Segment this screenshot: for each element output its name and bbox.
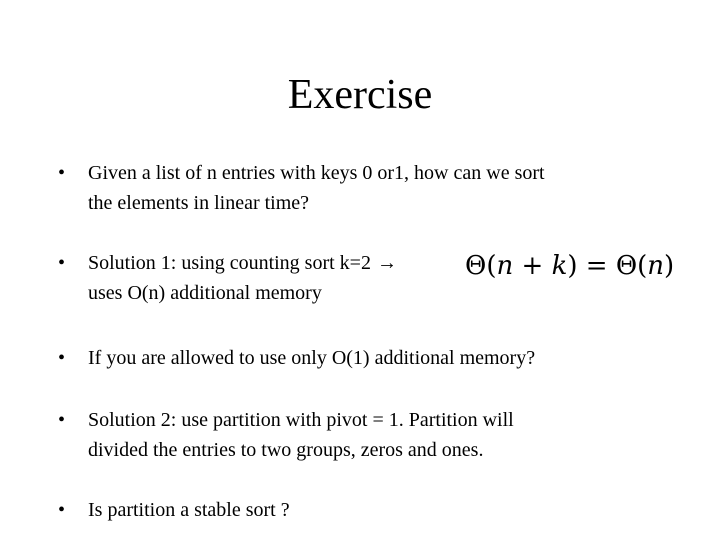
bullet-text	[88, 495, 678, 525]
bullet-dot: •	[58, 409, 66, 431]
paren-open: (	[486, 251, 497, 281]
bullet-line: Solution 2: use partition with pivot = 1. Partition will	[88, 409, 514, 431]
bullet-line: uses O(n) additional memory	[88, 282, 322, 304]
theta-symbol: Θ	[465, 251, 487, 281]
arrow-right-icon: →	[376, 252, 397, 274]
bullet-text	[88, 343, 678, 373]
paren-close: )	[664, 251, 675, 281]
bullet-line: Given a list of n entries with keys 0 or1, how can we sort	[88, 162, 545, 184]
bullet-line: Is partition a stable sort ?	[88, 499, 290, 521]
bullet-line-text: Solution 1: using counting sort k=2	[88, 252, 371, 274]
bullet-line: divided the entries to two groups, zeros and ones.	[88, 439, 484, 461]
bullet-text	[88, 158, 678, 218]
equals-sign: =	[585, 251, 608, 281]
bullet-dot: •	[58, 162, 66, 184]
bullet-line: the elements in linear time?	[88, 192, 310, 214]
var-n: n	[496, 251, 514, 281]
paren-close: )	[567, 251, 578, 281]
bullet-dot: •	[58, 499, 66, 521]
paren-open: (	[637, 251, 648, 281]
bullet-line: If you are allowed to use only O(1) additional memory?	[88, 347, 536, 369]
bullet-dot: •	[58, 347, 66, 369]
complexity-formula	[465, 249, 674, 283]
bullet-dot: •	[58, 252, 66, 274]
bullet-text	[88, 405, 678, 465]
var-k: k	[551, 251, 568, 281]
slide-title: Exercise	[287, 72, 433, 118]
plus-sign: +	[521, 251, 544, 281]
var-n: n	[647, 251, 665, 281]
theta-symbol: Θ	[615, 251, 638, 281]
